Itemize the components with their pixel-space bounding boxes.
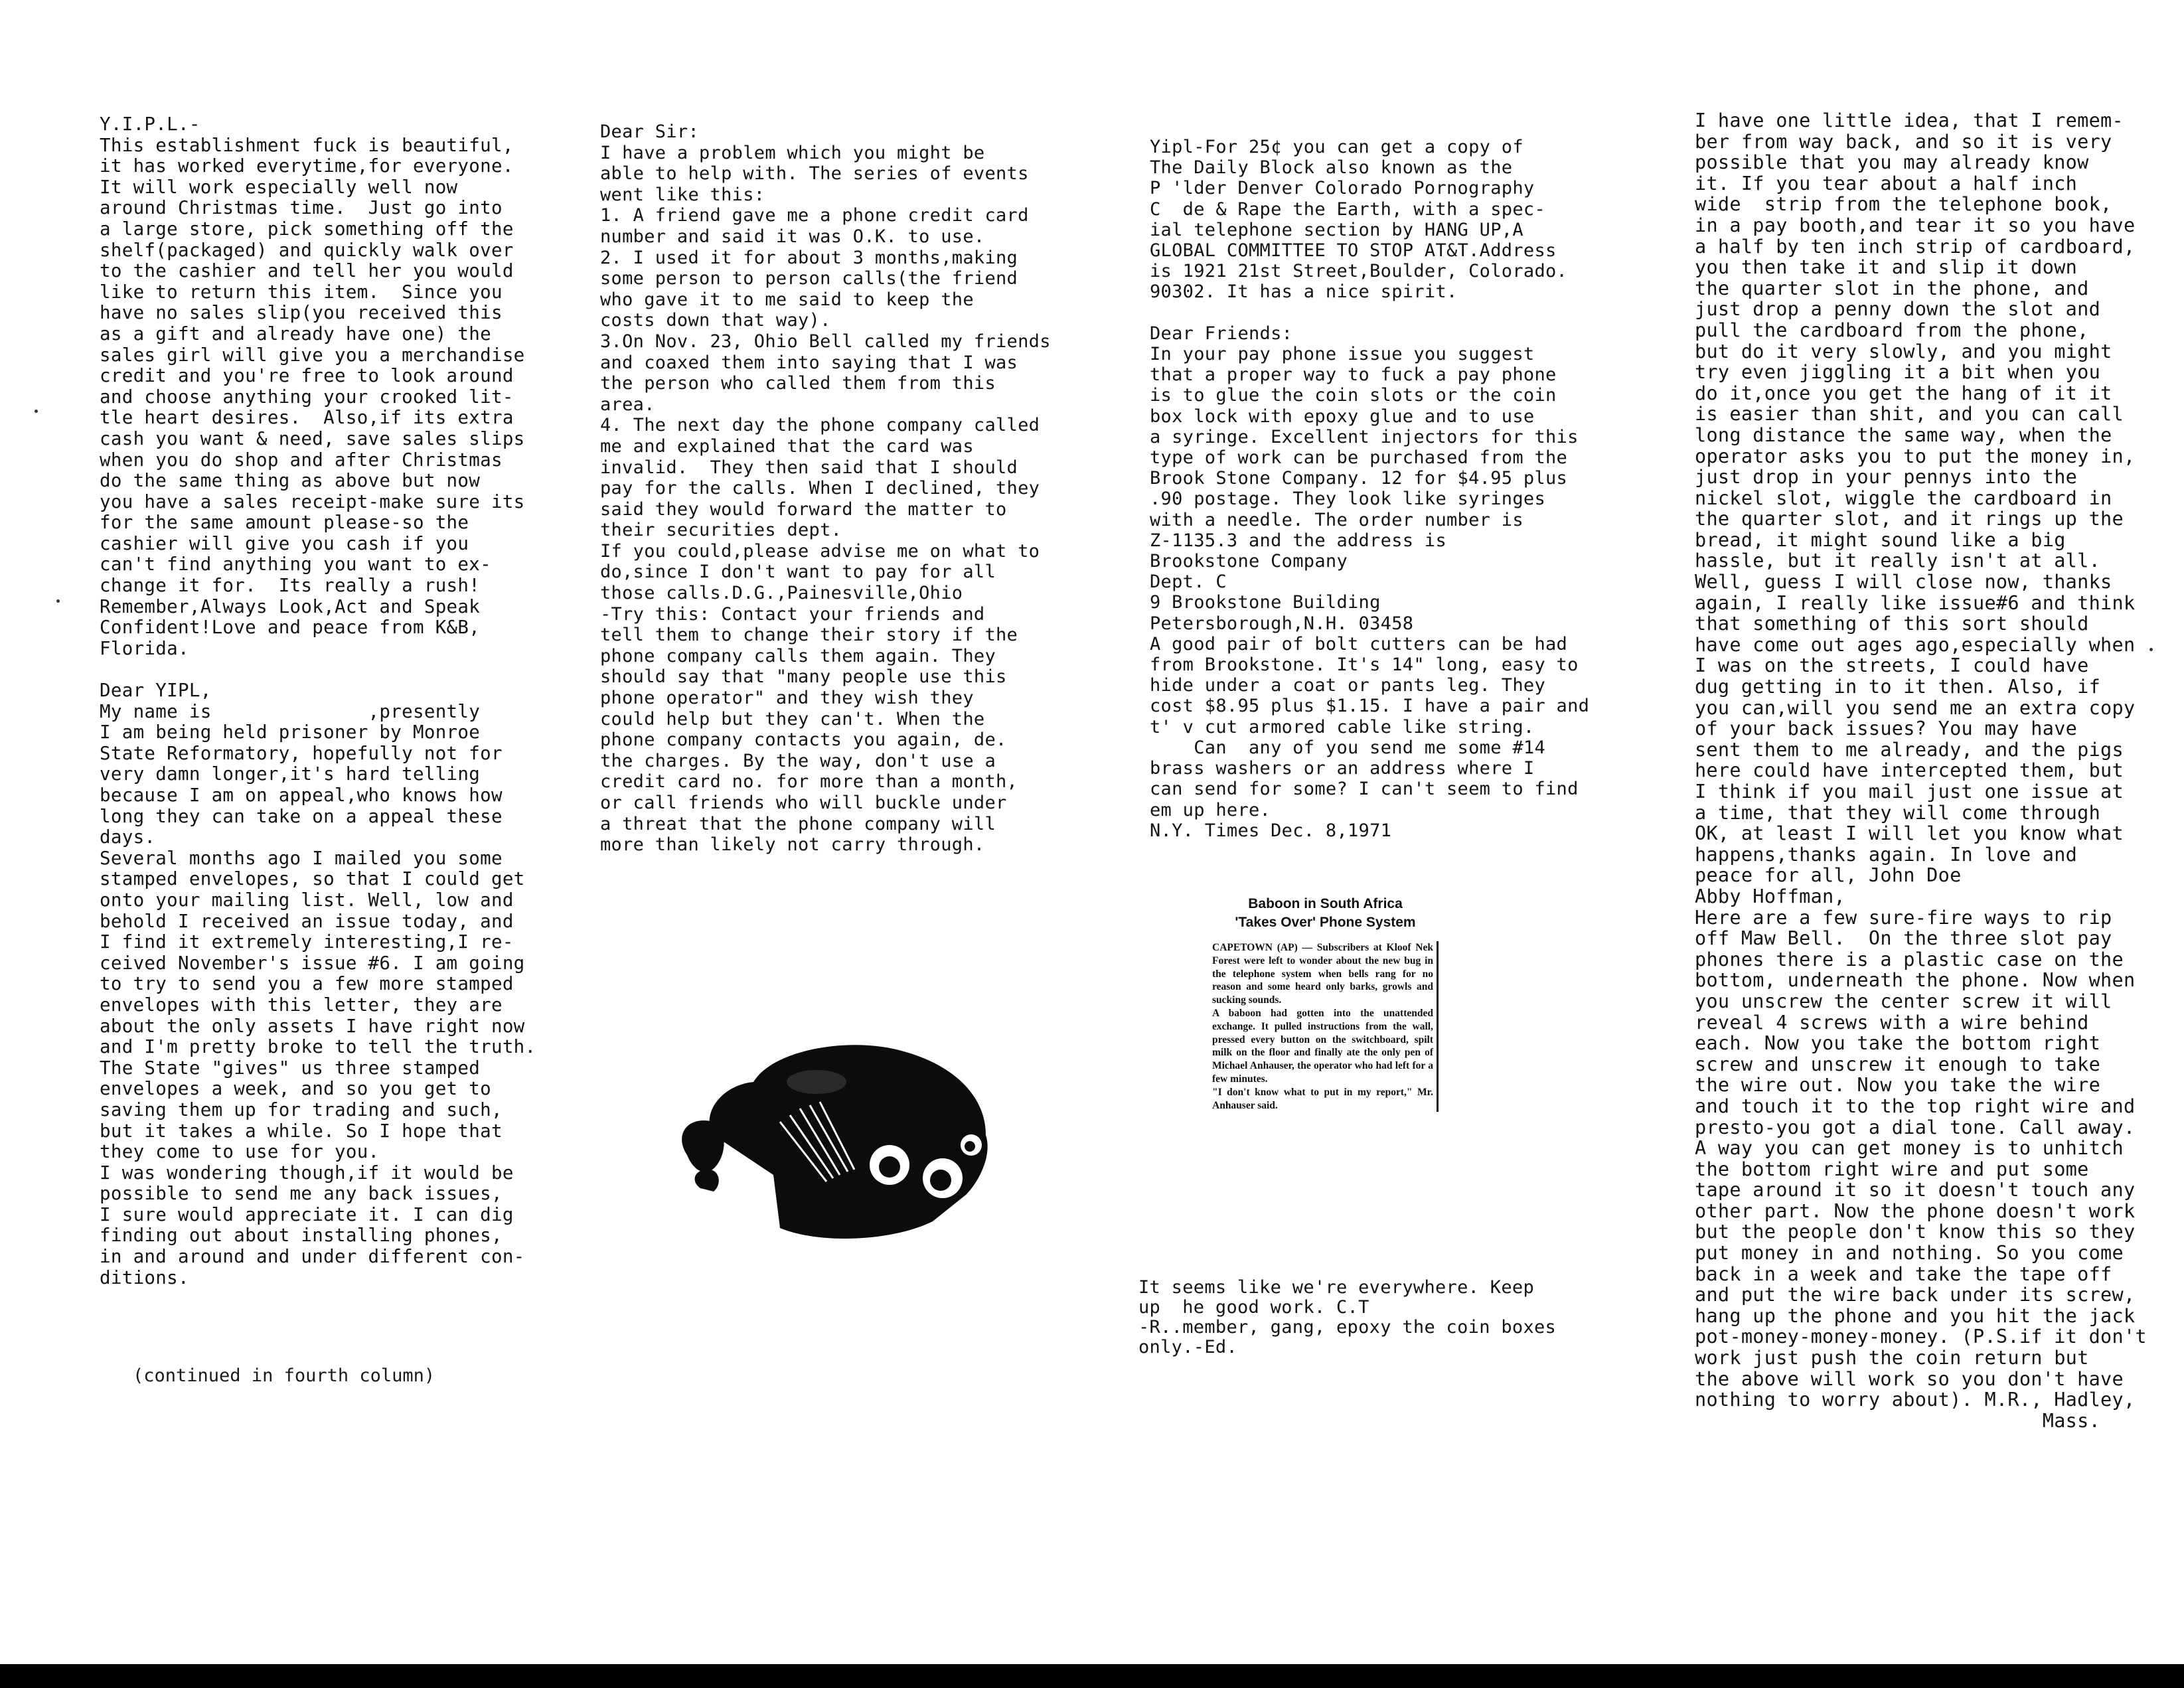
column-4-letters: I have one little idea, that I remem- ber from way back, and so it is very possible that you may already know it. If you tear about a half inch wide strip from the telephone book, in a pay booth,and tear it so you have a half by ten inch strip of cardboard, you then take it and slip it down the quarter slot in the phone, and just drop a penny down the slot and pull the cardboard from the phone, but do it very slowly, and you might try even jiggling it a bit when you do it,once you get the hang of it it is easier than shit, and you can call long distance the same way, when the operator asks you to put the money in, just drop in your pennys into the nickel slot, wiggle the cardboard in the quarter slot, and it rings up the bread, it might sound like a big hassle, but it really isn't at all. Well, guess I will close now, thanks again, I really like issue#6 and think that something of this sort should have come out ages ago,especially when I was on the streets, I could have dug getting in to it then. Also, if you can,will you send me an extra copy of your back issues? You may have sent them to me already, and the pigs here could have intercepted them, but I think if you mail just one issue at a time, that they will come through OK, at least I will let you know what happens,thanks again. In love and peace for all, John Doe Abby Hoffman, Here are a few sure-fire ways to rip off Maw Bell. On the three slot pay phones there is a plastic case on the bottom, underneath the phone. Now when you unscrew the center screw it will reveal 4 screws with a wire behind each. Now you take the bottom right screw and unscrew it enough to take the wire out. Now you take the wire and touch it to the top right wire and presto-you got a dial tone. Call away. A way you can get money is to unhitch the bottom right wire and put some tape around it so it doesn't touch any other part. Now the phone doesn't work but the people don't know this so they put money in and nothing. So you come back in a week and take the tape off and put the wire back under its screw, hang up the phone and you hit the jack pot-money-money-money. (P.S.if it don't work just push the coin return but the above will work so you don't have nothing to worry about). M.R., Hadley, Mass.	[1695, 110, 2147, 1432]
column-3-letters: Yipl-For 25¢ you can get a copy of The Daily Block also known as the P 'lder Denver Colorado Pornography C de & Rape the Earth, with a spec- ial telephone section by HANG UP,A GLOBAL COMMITTEE TO STOP AT&T.Address is 1921 21st Street,Boulder, Colorado. 90302. It has a nice spirit. Dear Friends: In your pay phone issue you suggest that a proper way to fuck a pay phone is to glue the coin slots or the coin box lock with epoxy glue and to use a syringe. Excellent injectors for this type of work can be purchased from the Brook Stone Company. 12 for $4.95 plus .90 postage. They look like syringes with a needle. The order number is Z-1135.3 and the address is Brookstone Company Dept. C 9 Brookstone Building Petersborough,N.H. 03458 A good pair of bolt cutters can be had from Brookstone. It's 14" long, easy to hide under a coat or pants leg. They cost $8.95 plus $1.15. I have a pair and t' v cut armored cable like string. Can any of you send me some #14 brass washers or an address where I can send for some? I can't seem to find em up here. N.Y. Times Dec. 8,1971	[1150, 137, 1590, 841]
clipping-text: Subscribers at Kloof Nek Forest were left to wonder about the new bug in the telephone system when bells rang for no reason and some heard only barks, growls and sucking sounds. A baboon had gotten into the unattended exchange. It pulled instructions from the wall, pressed every button on the switchboard, spilt milk on the floor and finally ate the only pen of Michael Anhauser, the operator who had left for a few minutes. "I don't know what to put in my report," Mr. Anhauser said.	[1212, 942, 1433, 1111]
margin-mark	[35, 410, 38, 413]
clipping-headline-1: Baboon in South Africa	[1248, 896, 1403, 911]
telephone-illustration	[674, 1022, 1032, 1251]
scan-edge-bar	[0, 1664, 2184, 1688]
margin-mark	[2149, 648, 2153, 651]
column-1-letters: Y.I.P.L.- This establishment fuck is beautiful, it has worked everytime,for everyone. It will work especially well now around Christmas time. Just go into a large store, pick something off the shelf(packaged) and quickly walk over to the cashier and tell her you would like to return this item. Since you have no sales slip(you received this as a gift and already have one) the sales girl will give you a merchandise credit and you're free to look around and choose anything your crooked lit- tle heart desires. Also,if its extra cash you want & need, save sales slips when you do shop and after Christmas do the same thing as above but now you have a sales receipt-make sure its for the same amount please-so the cashier will give you cash if you can't find anything you want to ex- change it for. Its really a rush! Remember,Always Look,Act and Speak Confident!Love and peace from K&B, Florida. Dear YIPL, My name is ,presently I am being held prisoner by Monroe State Reformatory, hopefully not for very damn longer,it's hard telling because I am on appeal,who knows how long they can take on a appeal these days. Several months ago I mailed you some stamped envelopes, so that I could get onto your mailing list. Well, low and behold I received an issue today, and I find it extremely interesting,I re- ceived November's issue #6. I am going to try to send you a few more stamped envelopes with this letter, they are about the only assets I have right now and I'm pretty broke to tell the truth. The State "gives" us three stamped envelopes a week, and so you get to saving them up for trading and such, but it takes a while. So I hope that they come to use for you. I was wondering though,if it would be possible to send me any back issues, I sure would appreciate it. I can dig finding out about installing phones, in and around and under different con- ditions.	[100, 114, 536, 1288]
clipping-dateline: CAPETOWN (AP) —	[1212, 942, 1312, 953]
margin-mark	[56, 599, 60, 603]
continued-note: (continued in fourth column)	[133, 1365, 435, 1386]
column-3-closing-note: It seems like we're everywhere. Keep up he good work. C.T -R..member, gang, epoxy the coin boxes only.-Ed.	[1138, 1277, 1557, 1357]
news-clipping	[1212, 895, 1439, 1257]
column-2-letter: Dear Sir: I have a problem which you might be able to help with. The series of events went like this: 1. A friend gave me a phone credit card number and said it was O.K. to use. 2. I used it for about 3 months,making some person to person calls(the friend who gave it to me said to keep the costs down that way). 3.On Nov. 23, Ohio Bell called my friends and coaxed them into saying that I was the person who called them from this area. 4. The next day the phone company called me and explained that the card was invalid. They then said that I should pay for the calls. When I declined, they said they would forward the matter to their securities dept. If you could,please advise me on what to do,since I don't want to pay for all those calls.D.G.,Painesville,Ohio -Try this: Contact your friends and tell them to change their story if the phone company calls them again. They should say that "many people use this phone operator" and they wish they could help but they can't. When the phone company contacts you again, de. the charges. By the way, don't use a credit card no. for more than a month, or call friends who will buckle under a threat that the phone company will more than likely not carry through.	[600, 121, 1051, 856]
clipping-body	[1212, 941, 1439, 1112]
clipping-headline-2: 'Takes Over' Phone System	[1235, 915, 1416, 930]
